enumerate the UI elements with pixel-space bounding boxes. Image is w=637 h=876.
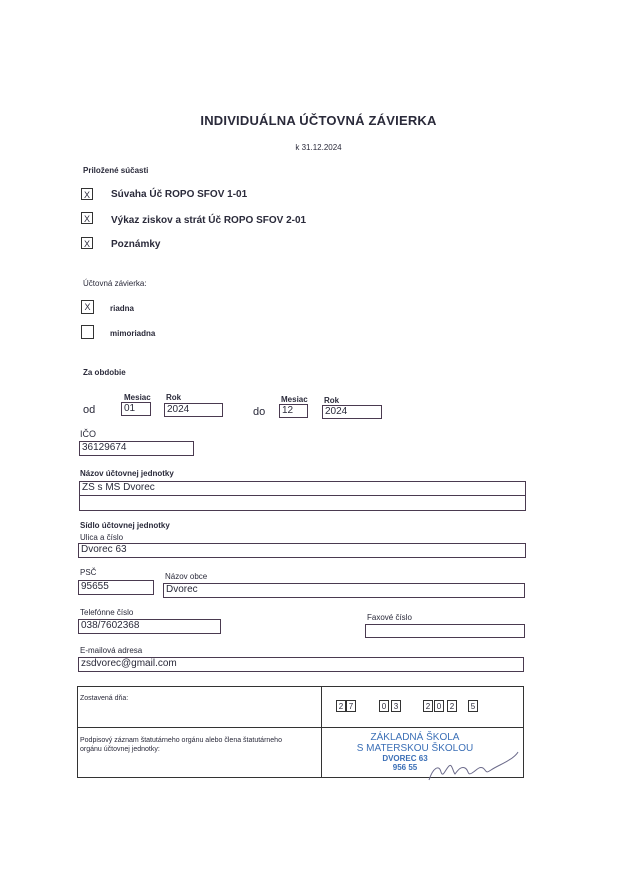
from-label: od	[83, 404, 96, 416]
stamp-line1: ZÁKLADNÁ ŠKOLA	[370, 732, 460, 743]
phone-field[interactable]: 038/7602368	[78, 619, 221, 634]
date-digit-5[interactable]: 2	[423, 700, 433, 712]
date-digit-4[interactable]: 3	[391, 700, 401, 712]
signature-label-line2: orgánu účtovnej jednotky:	[80, 746, 160, 753]
attachment-label-1: Súvaha Úč ROPO SFOV 1-01	[111, 189, 248, 200]
period-heading: Za obdobie	[83, 368, 126, 377]
fax-field[interactable]	[365, 624, 525, 638]
to-month-label: Mesiac	[281, 395, 308, 404]
attachment-checkbox-2[interactable]: X	[81, 212, 93, 224]
ico-label: IČO	[80, 429, 97, 439]
to-year-label: Rok	[324, 396, 340, 405]
attachment-checkbox-3[interactable]: X	[81, 237, 93, 249]
stamp-line3: DVOREC 63	[382, 754, 428, 763]
statement-type-heading: Účtovná závierka:	[83, 279, 147, 288]
date-digit-8[interactable]: 5	[468, 700, 478, 712]
entity-name-label: Názov účtovnej jednotky	[80, 469, 174, 478]
to-month-field[interactable]: 12	[279, 404, 308, 418]
email-field[interactable]: zsdvorec@gmail.com	[78, 657, 524, 672]
from-month-label: Mesiac	[124, 393, 151, 402]
extraordinary-label: mimoriadna	[110, 329, 156, 338]
city-label: Názov obce	[165, 572, 208, 581]
attachments-heading: Priložené súčasti	[83, 166, 149, 175]
signature-label-line1: Podpisový záznam štatutárneho orgánu alebo člena štatutárneho	[80, 737, 282, 744]
from-year-field[interactable]: 2024	[164, 403, 223, 417]
fax-label: Faxové číslo	[367, 613, 412, 622]
date-digit-3[interactable]: 0	[379, 700, 389, 712]
from-month-field[interactable]: 01	[121, 402, 151, 416]
page-title: INDIVIDUÁLNA ÚČTOVNÁ ZÁVIERKA	[200, 113, 437, 128]
signature-scribble	[425, 750, 520, 786]
city-field[interactable]: Dvorec	[163, 583, 525, 598]
stamp-line4: 956 55	[392, 763, 418, 772]
report-date: k 31.12.2024	[295, 143, 342, 152]
email-label: E-mailová adresa	[80, 646, 143, 655]
attachment-checkbox-1[interactable]: X	[81, 188, 93, 200]
ico-field[interactable]: 36129674	[79, 441, 194, 456]
attachment-label-3: Poznámky	[111, 239, 161, 250]
from-year-label: Rok	[166, 393, 182, 402]
date-digit-1[interactable]: 2	[336, 700, 346, 712]
psc-label: PSČ	[80, 568, 97, 577]
compiled-label: Zostavená dňa:	[80, 695, 129, 702]
address-heading: Sídlo účtovnej jednotky	[80, 521, 170, 530]
regular-checkbox[interactable]: X	[81, 300, 94, 314]
psc-field[interactable]: 95655	[78, 580, 154, 595]
regular-label: riadna	[110, 304, 135, 313]
street-field[interactable]: Dvorec 63	[78, 543, 526, 558]
date-digit-6[interactable]: 0	[434, 700, 444, 712]
signature-label	[80, 736, 282, 754]
date-digit-7[interactable]: 2	[447, 700, 457, 712]
extraordinary-checkbox[interactable]	[81, 325, 94, 339]
to-label: do	[253, 406, 266, 418]
entity-name-field-1[interactable]: ZS s MS Dvorec	[79, 481, 526, 496]
attachment-label-2: Výkaz ziskov a strát Úč ROPO SFOV 2-01	[111, 215, 307, 226]
footer-divider-horizontal	[77, 727, 524, 728]
date-digit-2[interactable]: 7	[346, 700, 356, 712]
entity-name-field-2[interactable]	[79, 496, 526, 511]
street-label: Ulica a číslo	[80, 533, 124, 542]
phone-label: Telefónne číslo	[80, 608, 134, 617]
to-year-field[interactable]: 2024	[322, 405, 382, 419]
stamp-line2: S MATERSKOU ŠKOLOU	[356, 743, 474, 754]
